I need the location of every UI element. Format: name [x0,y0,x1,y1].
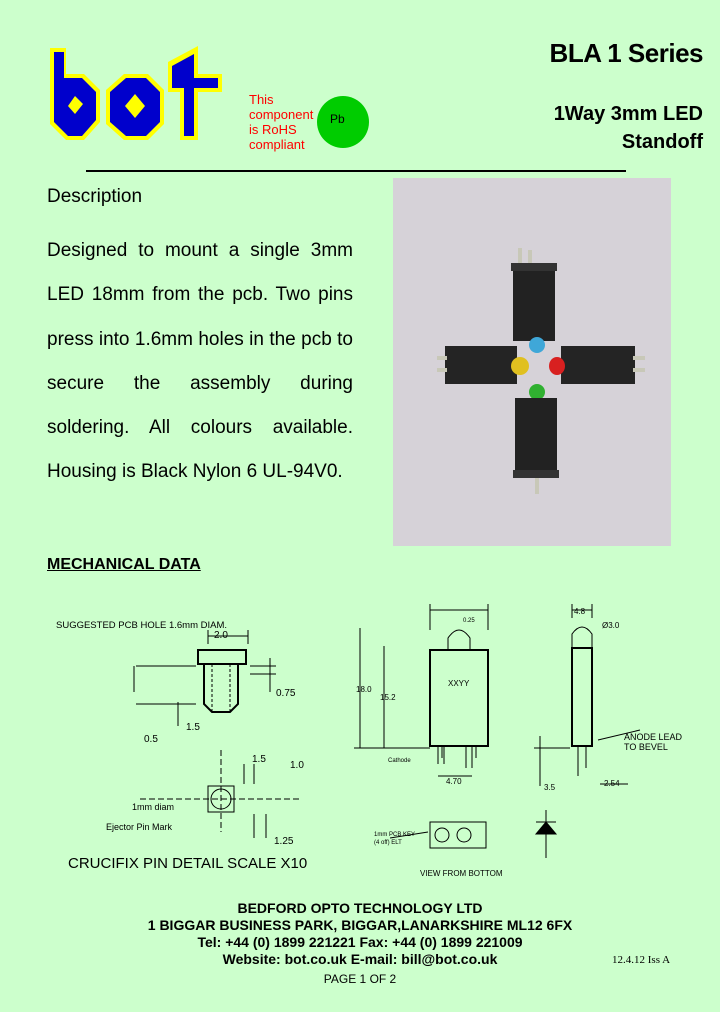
bot-logo [48,44,226,144]
dim-label: 0.25 [463,618,475,624]
pcb-key-note: 1mm PCB KEY [374,832,416,838]
description-body: Designed to mount a single 3mm LED 18mm from the pcb. Two pins press into 1.6mm holes in the pcb to secure the assembly during soldering. All colours available. Housing is Black Nylon 6 UL-94V0. [47,240,353,483]
dim-label: 3.5 [544,783,556,792]
page-subtitle [554,100,703,156]
description-heading: Description [47,186,143,207]
company-web: Website: bot.co.uk E-mail: bill@bot.co.uk [222,951,498,967]
issue-date: 12.4.12 Iss A [612,954,671,966]
dim-label: 18.0 [356,685,372,694]
mechanical-data-heading: MECHANICAL DATA [47,556,201,573]
pcb-hole-note: SUGGESTED PCB HOLE 1.6mm DIAM. [56,620,228,631]
divider [86,170,626,172]
dim-label: 1.0 [290,760,304,771]
crucifix-caption: CRUCIFIX PIN DETAIL SCALE X10 [68,855,308,872]
dim-label: 2.54 [604,779,620,788]
dim-label: 2.0 [214,630,228,641]
subtitle-line: 1Way 3mm LED [553,103,703,125]
pb-label: Pb [330,112,345,126]
pcb-key-note: (4 off) ELT [374,840,402,846]
part-marking: XXYY [448,679,470,688]
dim-label: 0.5 [144,734,158,745]
rohs-line: This [249,92,274,107]
company-name: BEDFORD OPTO TECHNOLOGY LTD [237,900,483,916]
dim-label: 1.25 [274,836,294,847]
ejector-note-line: Ejector Pin Mark [106,822,173,832]
rohs-line: compliant [249,137,305,152]
dim-label: Ø3.0 [602,621,620,630]
dim-label: 4.70 [446,777,462,786]
dim-label: 4.8 [574,607,586,616]
page-number: PAGE 1 OF 2 [323,972,397,986]
dim-label: 0.75 [276,688,296,699]
cathode-label: Cathode [388,758,411,764]
rohs-line: component [249,107,314,122]
rohs-line: is RoHS [249,122,297,137]
dim-label: 1.5 [252,754,266,765]
company-address: 1 BIGGAR BUSINESS PARK, BIGGAR,LANARKSHIRE ML12 6FX [147,917,573,933]
ejector-note-line: 1mm diam [132,802,175,812]
page-title: BLA 1 Series [549,38,703,68]
anode-note-line: ANODE LEAD [624,732,683,742]
product-photo [393,178,671,546]
company-phone: Tel: +44 (0) 1899 221221 Fax: +44 (0) 1899 221009 [197,934,523,950]
anode-note-line: TO BEVEL [624,742,668,752]
dim-label: 1.5 [186,722,200,733]
dim-label: 15.2 [380,693,396,702]
mechanical-drawings [40,600,700,890]
bottom-view-caption: VIEW FROM BOTTOM [420,869,503,878]
subtitle-line: Standoff [621,131,703,153]
